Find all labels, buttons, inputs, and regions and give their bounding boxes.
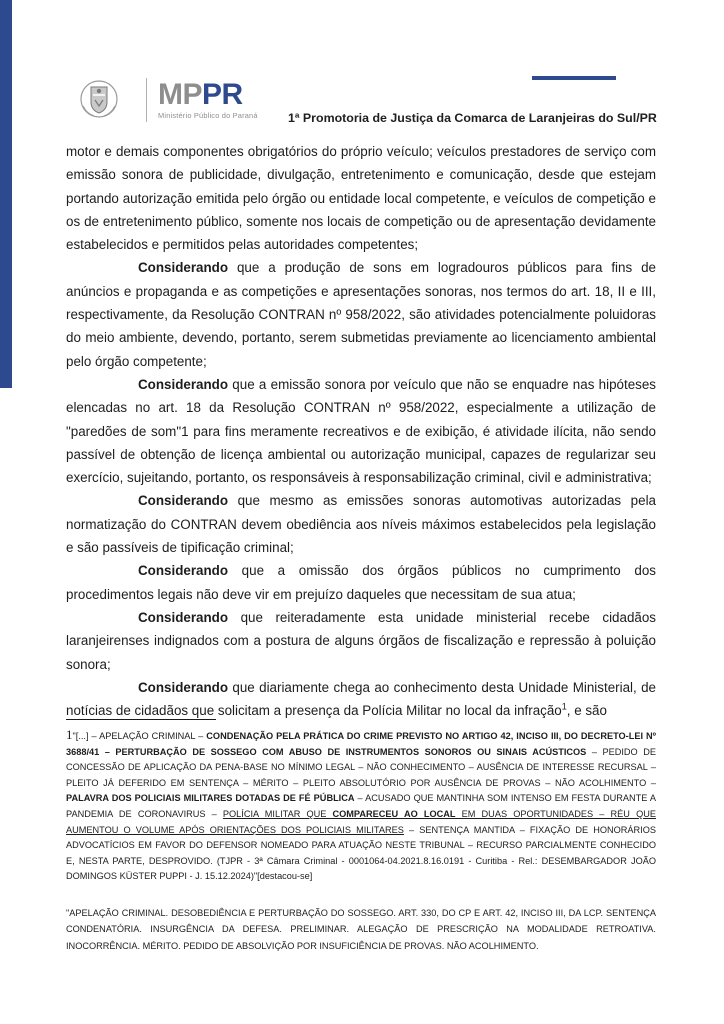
document-body [66,140,656,722]
paragraph-text: que diariamente chega ao conhecimento desta Unidade Ministerial, de notícias de cidadãos que solicitam a presença da Polícia Militar no local da infração [66,679,656,719]
footnote-bold-text: CONDENAÇÃO PELA PRÁTICA DO CRIME PREVISTO NO ARTIGO 42, INCISO III, DO DECRETO-LEI Nº 3688/41 – PERTURBAÇÃO DE SOSSEGO COM ABUSO DE INSTRUMENTOS SONOROS OU SINAIS ACÚSTICOS [66,731,656,757]
considerando-label: Considerando [138,376,229,392]
office-title: 1ª Promotoria de Justiça da Comarca de Laranjeiras do Sul/PR [288,111,657,125]
considerando-label: Considerando [138,260,229,276]
paragraph-text: que a omissão dos órgãos públicos no cumprimento dos procedimentos legais não deve vir em prejuízo daqueles que necessitam de sua atua; [66,563,656,602]
body-paragraph-7 [66,676,656,723]
considerando-label: Considerando [138,493,229,509]
paragraph-text: que mesmo as emissões sonoras automotivas autorizadas pela normatização do CONTRAN devem obediência aos níveis máximos estabelecidos pela legislação e são passíveis de tipificação criminal; [66,493,656,556]
footnote-1-second-citation: "APELAÇÃO CRIMINAL. DESOBEDIÊNCIA E PERTURBAÇÃO DO SOSSEGO. ART. 330, DO CP E ART. 42, INCISO III, DA LCP. SENTENÇA CONDENATÓRIA. INSURGÊNCIA DA DEFESA. PRELIMINAR. ALEGAÇÃO DE PRESCRIÇÃO NA MODALIDADE RETROATIVA. INOCORRÊNCIA. MÉRITO. PEDIDO DE ABSOLVIÇÃO POR INSUFICIÊNCIA DE PROVAS. NÃO ACOLHIMENTO. [66,908,656,951]
considerando-label: Considerando [138,609,229,625]
considerando-label: Considerando [138,563,229,579]
footnote-text: "[...] – APELAÇÃO CRIMINAL – [72,731,207,741]
footnote-bold-underlined-text: COMPARECEU AO LOCAL [332,808,456,819]
footnote-separator [66,719,216,720]
footnote-reference[interactable]: 1 [561,701,567,712]
footnote-text: – SENTENÇA MANTIDA – FIXAÇÃO DE HONORÁRIOS ADVOCATÍCIOS EM FAVOR DO DEFENSOR NOMEADO PARA ATUAÇÃO NESTE TRIBUNAL – RECURSO PARCIALMENTE CONHECIDO E, NESTA PARTE, DESPROVIDO. (TJPR - 3ª Câmara Criminal - 0001064-04.2021.8.16.0191 - Curitiba - Rel.: DESEMBARGADOR JOÃO DOMINGOS KÜSTER PUPPI - J. 15.12.2024)"[destacou-se] [66,824,657,882]
footnote-underlined-text: EM DUAS OPORTUNIDADES – RÉU QUE AUMENTOU O VOLUME APÓS ORIENTAÇÕES DOS POLICIAIS MILITARES [66,808,656,835]
paragraph-text: que reiteradamente esta unidade ministerial recebe cidadãos laranjeirenses indignados com a postura de alguns órgãos de fiscalização e repressão à poluição sonora; [66,609,656,672]
footnote-number: 1 [66,727,73,742]
body-paragraph-6 [66,606,656,676]
body-paragraph-3 [66,373,656,489]
body-paragraph-1: motor e demais componentes obrigatórios do próprio veículo; veículos prestadores de serviço com emissão sonora de publicidade, divulgação, entretenimento e comunicação, desde que estejam portando autorização emitida pelo órgão ou entidade local competente, e veículos de competição e os de entretenimento público, somente nos locais de competição ou de apresentação devidamente estabelecidos e permitidos pelas autoridades competentes; [66,144,656,253]
footnote-text: – ACUSADO QUE MANTINHA SOM INTENSO EM FESTA DURANTE A PANDEMIA DE CORONAVIRUS – [66,793,656,819]
considerando-label: Considerando [138,679,229,695]
body-paragraph-5 [66,559,656,606]
logo-mp-text: MP [158,78,202,111]
logo-pr-text: PR [202,78,243,111]
body-paragraph-4 [66,489,656,559]
header-accent-rule [532,76,616,80]
footnote-text: – PEDIDO DE CONCESSÃO DE APLICAÇÃO DA PENA-BASE NO MÍNIMO LEGAL – NÃO CONHECIMENTO – AUSÊNCIA DE INTERESSE RECURSAL – PLEITO JÁ DEFERIDO EM SENTENÇA – MÉRITO – PLEITO ABSOLUTÓRIO POR AUSÊNCIA DE PROVAS – NÃO ACOLHIMENTO – [66,746,656,788]
mppr-logo [158,80,258,120]
paragraph-text-tail: , e são [566,703,607,719]
footnote-bold-text: PALAVRA DOS POLICIAIS MILITARES DOTADAS DE FÉ PÚBLICA [66,793,355,804]
parana-coat-of-arms-icon [78,78,120,120]
logo-subtitle: Ministério Público do Paraná [158,111,258,120]
paragraph-text: que a emissão sonora por veículo que não se enquadre nas hipóteses elencadas no art. 18 da Resolução CONTRAN nº 958/2022, especialmente a utilização de "paredões de som"1 para fins meramente recreativos e de exibição, é atividade ilícita, não sendo passível de obtenção de licença ambiental ou autorização municipal, capazes de regularizar seu exercício, sujeitando, portanto, os responsáveis à responsabilização criminal, civil e administrativa; [66,376,656,486]
header-divider [146,78,147,122]
left-accent-bar [0,0,12,388]
footnote-underlined-text: POLÍCIA MILITAR QUE [222,808,333,819]
paragraph-text: que a produção de sons em logradouros públicos para fins de anúncios e propaganda e as competições e apresentações sonoras, nos termos do art. 18, II e III, respectivamente, da Resolução CONTRAN nº 958/2022, são atividades potencialmente poluidoras do meio ambiente, devendo, portanto, serem submetidas previamente ao licenciamento ambiental pelo órgão competente; [66,260,656,369]
body-paragraph-2 [66,256,656,372]
footnote-1 [66,727,656,885]
